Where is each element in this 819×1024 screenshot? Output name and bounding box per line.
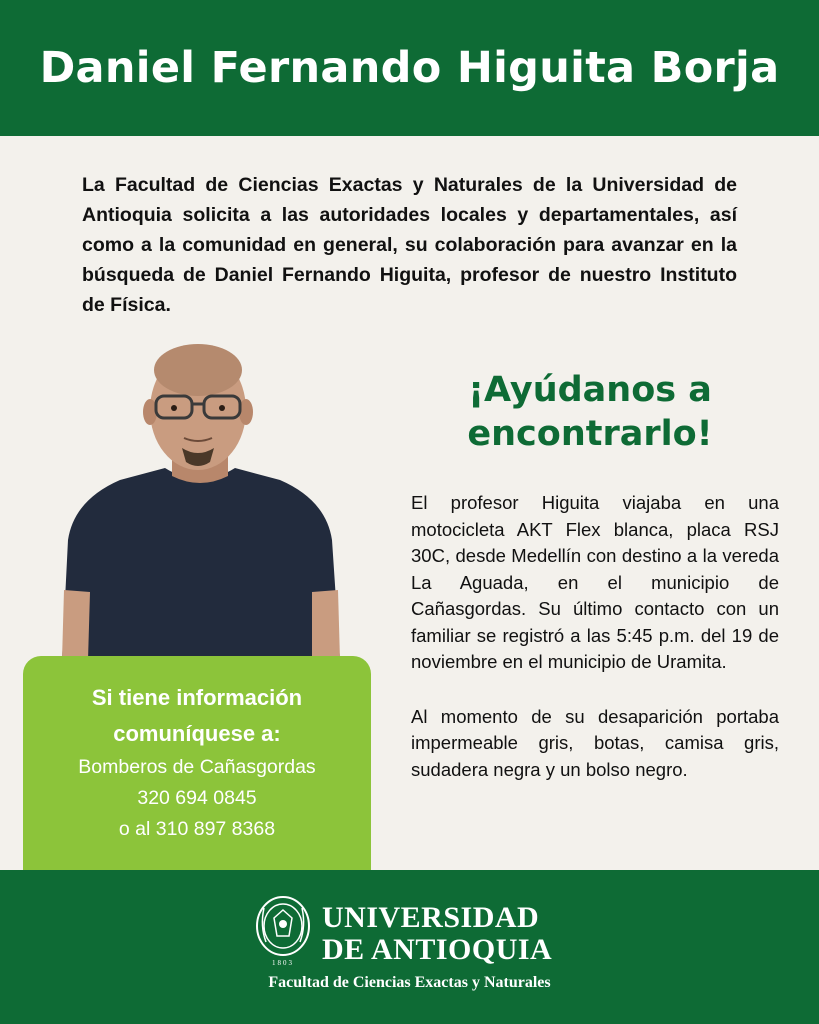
contact-phone-2[interactable]: o al 310 897 8368 bbox=[118, 818, 276, 840]
university-seal-icon bbox=[254, 896, 312, 968]
heading-line-1: ¡Ayúdanos a bbox=[468, 370, 712, 410]
page-title: Daniel Fernando Higuita Borja bbox=[39, 43, 780, 93]
footer-banner bbox=[0, 870, 819, 1024]
university-name-line-2: DE ANTIOQUIA bbox=[322, 933, 553, 966]
contact-box bbox=[23, 656, 371, 870]
person-portrait bbox=[50, 330, 350, 660]
university-name-line-1: UNIVERSIDAD bbox=[322, 901, 540, 934]
contact-organization: Bomberos de Cañasgordas bbox=[78, 756, 316, 778]
call-to-action-heading bbox=[440, 368, 740, 456]
contact-title-2: comuníquese a: bbox=[113, 721, 281, 746]
contact-title-1: Si tiene información bbox=[91, 685, 303, 710]
faculty-name: Facultad de Ciencias Exactas y Naturales bbox=[268, 974, 551, 991]
description bbox=[411, 490, 779, 783]
description-paragraph-1: El profesor Higuita viajaba en una motocicleta AKT Flex blanca, placa RSJ 30C, desde Medellín con destino a la vereda La Aguada, en el municipio de Cañasgordas. Su último contacto con un familiar se registró a las 5:45 p.m. del 19 de noviembre en el municipio de Uramita. bbox=[411, 492, 779, 672]
intro-paragraph: La Facultad de Ciencias Exactas y Naturales de la Universidad de Antioquia solicita a las autoridades locales y departamentales, así como a la comunidad en general, su colaboración para avanzar en la búsqueda de Daniel Fernando Higuita, profesor de nuestro Instituto de Física. bbox=[82, 174, 737, 316]
university-name bbox=[322, 902, 552, 966]
contact-phone-1[interactable]: 320 694 0845 bbox=[137, 787, 257, 809]
header-banner bbox=[0, 0, 819, 136]
seal-year: 1803 bbox=[272, 959, 294, 967]
heading-line-2: encontrarlo! bbox=[467, 414, 713, 454]
description-paragraph-2: Al momento de su desaparición portaba impermeable gris, botas, camisa gris, sudadera negra y un bolso negro. bbox=[411, 705, 779, 780]
